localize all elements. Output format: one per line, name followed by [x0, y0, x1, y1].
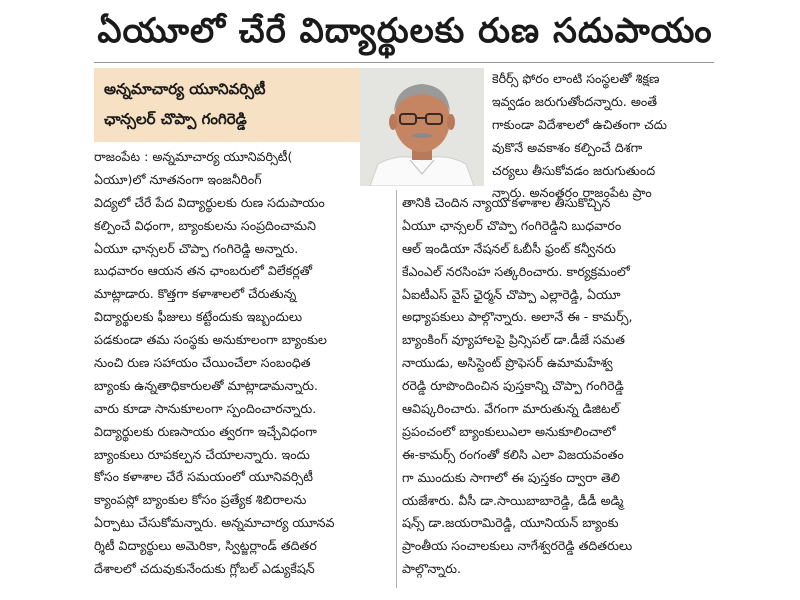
text-line: నాయుడు, అసిస్టెంట్ ప్రొఫెసర్ ఉమామహేశ్వ	[402, 355, 613, 371]
text-line: విద్యార్థులకు ఫీజులు కట్టేందుకు ఇబ్బందులు	[94, 309, 303, 325]
text-line: కెరీర్స్ ఫోరం లాంటి సంస్థలతో శిక్షణ	[492, 71, 660, 86]
text-line: పడకుండా తమ సంస్థకు అనుకూలంగా బ్యాంకుల	[94, 332, 327, 348]
text-line: క్యాంపస్లో బ్యాంకుల కోసం ప్రత్యేక శిబిరాలను	[94, 492, 307, 508]
text-line: ఇవ్వడం జరుగుతోందన్నారు. అంతే	[492, 93, 658, 109]
text-line: మాట్లాడారు. కొత్తగా కళాశాలలో చేరుతున్న	[94, 286, 297, 302]
text-line: యజేశారు. వీసీ డా.సాయిబాబారెడ్డి, డీడీ అడ్మి	[402, 492, 624, 508]
text-line: ప్రపంచంలో బ్యాంకులుఎలా అనుకూలించాలో	[402, 423, 616, 439]
text-line: ఏఐటీఎస్ వైస్ ఛైర్మన్ చొప్పా ఎల్లారెడ్డి, ఏయూ	[402, 286, 621, 302]
column-divider	[396, 190, 397, 588]
text-line: చర్యలు తీసుకోవడం జరుగుతుంద	[492, 162, 656, 178]
text-line: ప్రాంతీయ సంచాలకులు నాగేశ్వరరెడ్డి తదితరులు	[402, 538, 633, 554]
headline: ఏయూలో చేరే విద్యార్థులకు రుణ సదుపాయం	[97, 11, 713, 51]
text-line: బ్యాంకులు రూపకల్పన చేయాలన్నారు. ఇందు	[94, 446, 310, 462]
text-line: ర్శిటీ విద్యార్థులు అమెరికా, స్విట్జర్లాండ్ తదితర	[94, 538, 317, 554]
text-line: దేశాలలో చదువుకునేందుకు గ్లోబల్ ఎడ్యుకేషన్	[94, 561, 315, 577]
byline-institution: అన్నమాచార్య యూనివర్సిటీ	[104, 80, 266, 98]
text-line: బుధవారం ఆయన తన ఛాంబరులో విలేకర్లతో	[94, 263, 313, 279]
text-line: రరెడ్డి రూపొందించిన పుస్తకాన్ని చొప్పా గంగిరెడ్డి	[402, 378, 624, 394]
text-line: ఈ-కామర్స్ రంగంతో కలిసి ఎలా విజయవంతం	[402, 446, 624, 462]
text-line: నుంచి రుణ సహాయం చేయించేలా సంబంధిత	[94, 355, 311, 371]
text-line: బ్యాంకు ఉన్నతాధికారులతో మాట్లాడామన్నారు.	[94, 377, 318, 393]
column-left	[94, 146, 390, 581]
text-line: కోసం కళాశాల చేరే సమయంలో యూనివర్సిటీ	[94, 469, 313, 485]
text-line: ఆవిష్కరించారు. వేగంగా మారుతున్న డిజిటల్	[402, 401, 620, 417]
text-line: గా ముందుకు సాగాలో ఈ పుస్తకం ద్వారా తెలి	[402, 469, 620, 485]
text-line: కేఎంఎల్ నరసింహ సత్కరించారు. కార్యక్రమంలో	[402, 263, 630, 279]
byline-person: ఛాన్సలర్ చొప్పా గంగిరెడ్డి	[104, 110, 247, 128]
text-line: విద్యలో చేరే పేద విద్యార్థులకు రుణ సదుపాయం	[94, 194, 325, 210]
text-line: అధ్యాపకులు పాల్గొన్నారు. అలానే ఈ - కామర్స్,	[402, 309, 633, 325]
text-line: పాల్గొన్నారు.	[402, 561, 461, 577]
text-line: రాజంపేట : అన్నమాచార్య యూనివర్సిటీ(	[94, 149, 293, 164]
column-right-top	[492, 68, 714, 205]
headline-rule	[94, 62, 714, 63]
text-line: ఏయూ)లో నూతనంగా ఇంజనీరింగ్	[94, 171, 262, 187]
text-line: గాకుండా విదేశాలలో ఉచితంగా చదు	[492, 116, 667, 132]
text-line: వుకొనే అవకాశం కల్పించే దిశగా	[492, 139, 643, 155]
text-line: విద్యార్థులకు రుణసాయం త్వరగా ఇచ్చేవిధంగా	[94, 423, 317, 439]
text-line: బ్యాంకింగ్ వ్యూహాలపై ప్రిన్సిపల్ డా.డీజే సమత	[402, 332, 625, 348]
text-line: ఆల్ ఇండియా నేషనల్ ఓబీసీ ఫ్రంట్ కన్వీనరు	[402, 240, 616, 256]
text-line: ఏర్పాటు చేసుకోమన్నారు. అన్నమాచార్య యూనవ	[94, 515, 335, 531]
text-line: ఏయూ ఛాన్సలర్ చొప్పా గంగిరెడ్డి అన్నారు.	[94, 240, 299, 256]
text-line: షన్స్ డా.జయరామిరెడ్డి, యూనియన్ బ్యాంకు	[402, 515, 619, 531]
text-line: వారు కూడా సానుకూలంగా స్పందించారన్నారు.	[94, 400, 317, 416]
byline-box	[94, 68, 360, 142]
text-line: తానికి చెందిన న్యాయ కళాశాల తీసుకొచ్చిన	[402, 195, 611, 210]
column-right	[402, 192, 714, 581]
text-line: ఏయూ ఛాన్సలర్ చొప్పా గంగిరెడ్డిని బుధవారం	[402, 217, 622, 233]
text-line: న్నారు. అనంతరం రాజంపేట ప్రాం	[492, 185, 652, 201]
text-line: కల్పించే విధంగా, బ్యాంకులను సంప్రదించామని	[94, 217, 316, 233]
